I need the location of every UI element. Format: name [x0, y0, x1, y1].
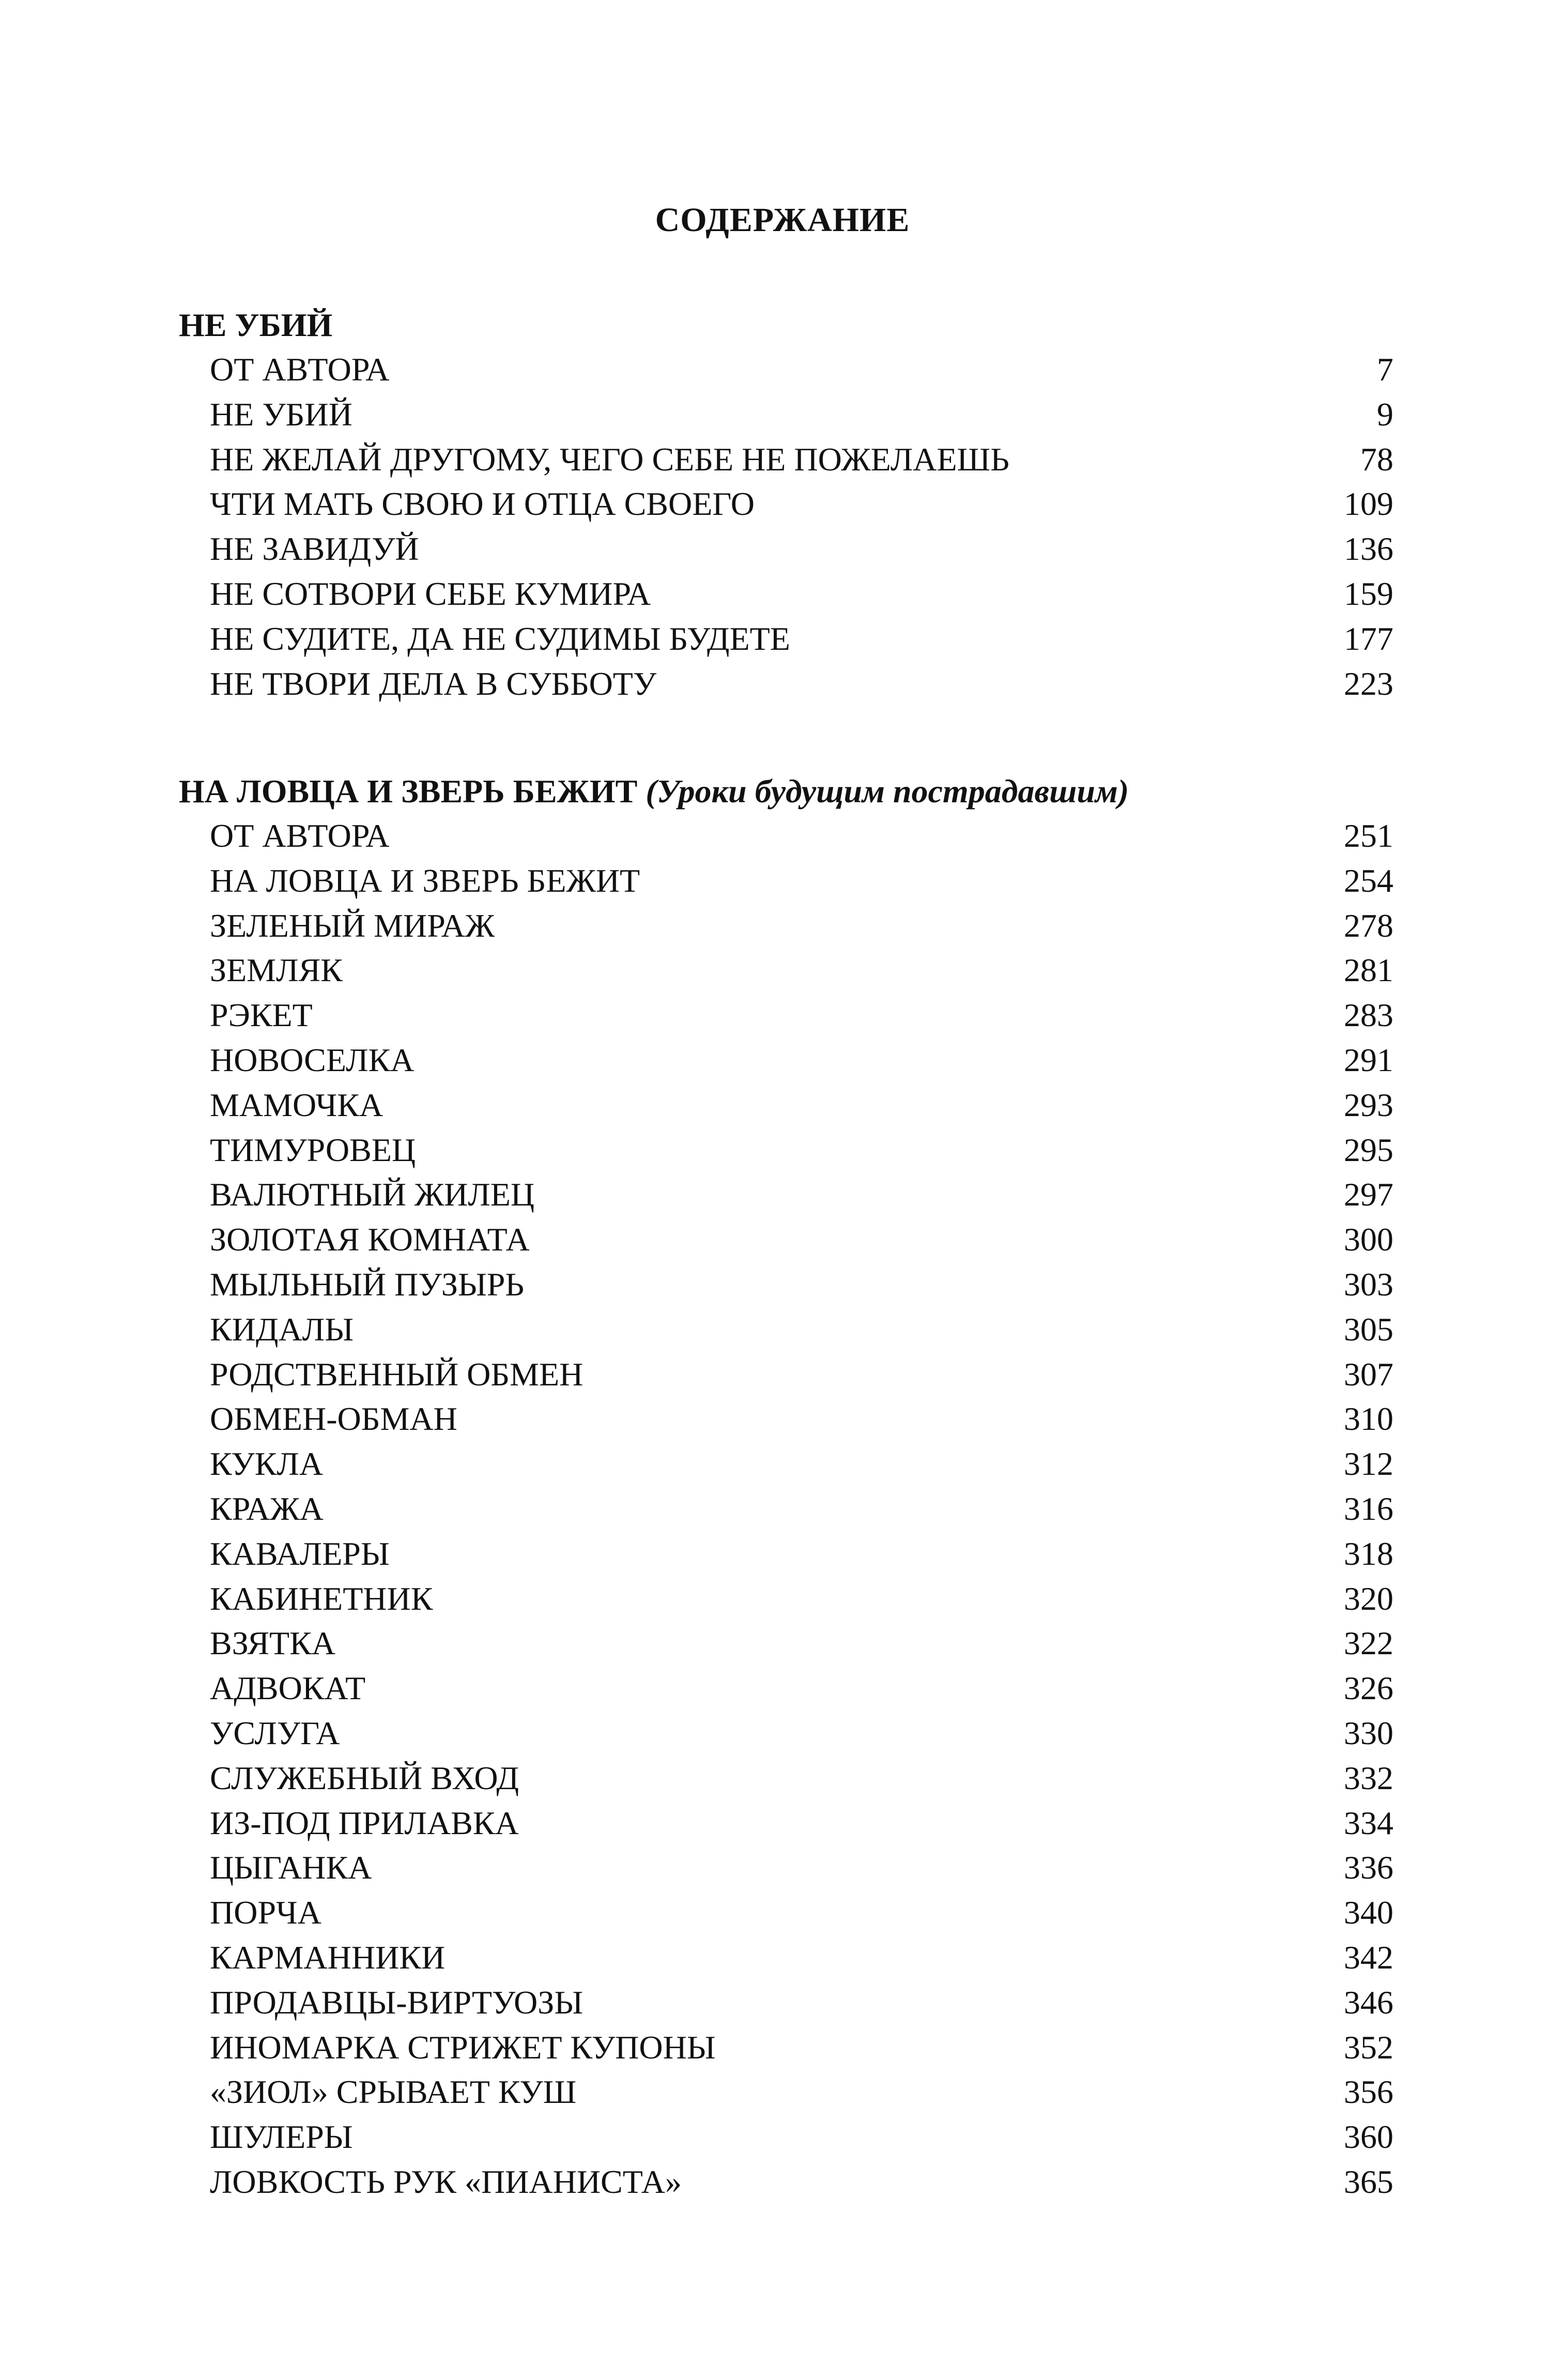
toc-entry-title: ОТ АВТОРА	[210, 817, 390, 854]
toc-entry	[179, 572, 1393, 617]
toc-entry-page-number: 307	[1344, 1355, 1393, 1393]
toc-entry-title: КУКЛА	[210, 1445, 324, 1483]
toc-entry-title: ИНОМАРКА СТРИЖЕТ КУПОНЫ	[210, 2028, 716, 2066]
toc-entry-title: КАБИНЕТНИК	[210, 1580, 433, 1617]
toc-entry-title: РЭКЕТ	[210, 997, 313, 1034]
toc-entry-title: ЗЕМЛЯК	[210, 952, 343, 989]
toc-entry-page-number: 332	[1344, 1759, 1393, 1796]
toc-entry-title: КАВАЛЕРЫ	[210, 1535, 390, 1572]
section-heading-text: НА ЛОВЦА И ЗВЕРЬ БЕЖИТ	[179, 773, 638, 810]
toc-entry-title: НЕ СОТВОРИ СЕБЕ КУМИРА	[210, 575, 651, 612]
toc-entry-title: ШУЛЕРЫ	[210, 2118, 353, 2156]
toc-entry	[179, 814, 1393, 859]
toc-entry-page-number: 9	[1377, 395, 1393, 433]
toc-entry-title: РОДСТВЕННЫЙ ОБМЕН	[210, 1355, 584, 1393]
toc-entry-title: КИДАЛЫ	[210, 1310, 354, 1348]
toc-entry	[179, 993, 1393, 1038]
toc-entry-title: ВЗЯТКА	[210, 1625, 335, 1662]
section-heading	[179, 303, 1393, 347]
toc-entry-title: УСЛУГА	[210, 1714, 340, 1751]
toc-entry	[179, 1666, 1393, 1711]
toc-entry	[179, 2115, 1393, 2160]
toc-entry-page-number: 330	[1344, 1714, 1393, 1751]
toc-entry-page-number: 365	[1344, 2163, 1393, 2200]
toc-entry-list	[179, 347, 1393, 706]
toc-entry	[179, 1262, 1393, 1307]
toc-entry	[179, 948, 1393, 993]
section-heading-note: (Уроки будущим пострадавшим)	[646, 773, 1129, 810]
toc-entry	[179, 904, 1393, 949]
toc-entry	[179, 1397, 1393, 1442]
toc-entry	[179, 1756, 1393, 1801]
toc-entry	[179, 2025, 1393, 2070]
toc-entry-page-number: 310	[1344, 1400, 1393, 1438]
toc-entry-page-number: 300	[1344, 1221, 1393, 1258]
toc-entry	[179, 1935, 1393, 1980]
toc-entry-title: ТИМУРОВЕЦ	[210, 1131, 416, 1168]
toc-entry	[179, 2160, 1393, 2205]
toc-entry	[179, 1801, 1393, 1846]
toc-entry	[179, 1621, 1393, 1666]
toc-entry	[179, 527, 1393, 572]
toc-entry-list	[179, 814, 1393, 2205]
toc-entry	[179, 1980, 1393, 2025]
toc-entry-page-number: 177	[1344, 620, 1393, 657]
toc-entry	[179, 1532, 1393, 1577]
toc-entry-page-number: 291	[1344, 1041, 1393, 1078]
toc-entry	[179, 437, 1393, 482]
toc-entry-title: ЦЫГАНКА	[210, 1849, 372, 1886]
toc-entry-title: ЗЕЛЕНЫЙ МИРАЖ	[210, 907, 495, 944]
toc-entry-page-number: 278	[1344, 907, 1393, 944]
toc-entry-page-number: 7	[1377, 351, 1393, 388]
toc-entry-title: НЕ УБИЙ	[210, 395, 352, 433]
toc-entry	[179, 1217, 1393, 1262]
toc-entry-page-number: 320	[1344, 1580, 1393, 1617]
toc-entry	[179, 859, 1393, 904]
toc-entry-title: ИЗ-ПОД ПРИЛАВКА	[210, 1804, 519, 1841]
toc-entry-title: НЕ СУДИТЕ, ДА НЕ СУДИМЫ БУДЕТЕ	[210, 620, 790, 657]
toc-entry-page-number: 305	[1344, 1310, 1393, 1348]
toc-entry	[179, 1890, 1393, 1935]
toc-entry-title: ПРОДАВЦЫ-ВИРТУОЗЫ	[210, 1984, 584, 2021]
toc-entry	[179, 1038, 1393, 1083]
toc-entry-page-number: 356	[1344, 2073, 1393, 2111]
toc-entry	[179, 1845, 1393, 1890]
toc-entry-page-number: 334	[1344, 1804, 1393, 1841]
toc-entry-page-number: 316	[1344, 1490, 1393, 1527]
section-heading	[179, 769, 1393, 814]
toc-entry-title: ВАЛЮТНЫЙ ЖИЛЕЦ	[210, 1176, 535, 1213]
toc-entry-page-number: 295	[1344, 1131, 1393, 1168]
toc-entry-title: НЕ ЗАВИДУЙ	[210, 530, 419, 568]
toc-entry	[179, 1128, 1393, 1173]
toc-entry-title: ОТ АВТОРА	[210, 351, 390, 388]
toc-entry-page-number: 322	[1344, 1625, 1393, 1662]
toc-entry-title: КАРМАННИКИ	[210, 1939, 446, 1976]
toc-entry	[179, 1083, 1393, 1128]
toc-entry-title: ЛОВКОСТЬ РУК «ПИАНИСТА»	[210, 2163, 682, 2200]
toc-section	[179, 303, 1393, 706]
toc-entry-page-number: 109	[1344, 485, 1393, 523]
toc-entry-page-number: 336	[1344, 1849, 1393, 1886]
section-heading-text: НЕ УБИЙ	[179, 307, 333, 343]
toc-entry-page-number: 297	[1344, 1176, 1393, 1213]
toc-entry	[179, 2070, 1393, 2115]
toc-entry	[179, 617, 1393, 662]
toc-entry-title: ОБМЕН-ОБМАН	[210, 1400, 457, 1438]
toc-entry-title: «ЗИОЛ» СРЫВАЕТ КУШ	[210, 2073, 577, 2111]
toc-entry-page-number: 223	[1344, 665, 1393, 702]
toc-entry-page-number: 340	[1344, 1894, 1393, 1931]
toc-entry-page-number: 78	[1360, 440, 1393, 478]
toc-entry-page-number: 293	[1344, 1086, 1393, 1123]
toc-section	[179, 769, 1393, 2205]
toc-entry-title: НЕ ТВОРИ ДЕЛА В СУББОТУ	[210, 665, 657, 702]
toc-entry-page-number: 159	[1344, 575, 1393, 612]
toc-entry-page-number: 303	[1344, 1265, 1393, 1303]
toc-entry	[179, 1711, 1393, 1756]
toc-entry-page-number: 360	[1344, 2118, 1393, 2156]
toc-entry	[179, 1442, 1393, 1487]
toc-entry-title: НЕ ЖЕЛАЙ ДРУГОМУ, ЧЕГО СЕБЕ НЕ ПОЖЕЛАЕШЬ	[210, 440, 1009, 478]
toc-entry	[179, 662, 1393, 707]
toc-entry	[179, 482, 1393, 527]
toc-entry-title: АДВОКАТ	[210, 1670, 366, 1707]
toc-entry-page-number: 346	[1344, 1984, 1393, 2021]
toc-entry	[179, 347, 1393, 392]
toc-entry-page-number: 136	[1344, 530, 1393, 568]
toc-entry-page-number: 254	[1344, 862, 1393, 899]
toc-entry-page-number: 283	[1344, 997, 1393, 1034]
page-title: СОДЕРЖАНИЕ	[655, 201, 910, 239]
toc-entry-page-number: 342	[1344, 1939, 1393, 1976]
toc-entry-page-number: 312	[1344, 1445, 1393, 1483]
toc-entry-title: НА ЛОВЦА И ЗВЕРЬ БЕЖИТ	[210, 862, 640, 899]
toc-entry-title: ЧТИ МАТЬ СВОЮ И ОТЦА СВОЕГО	[210, 485, 755, 523]
toc-entry-page-number: 318	[1344, 1535, 1393, 1572]
toc-entry-page-number: 326	[1344, 1670, 1393, 1707]
toc-entry-page-number: 251	[1344, 817, 1393, 854]
toc-entry	[179, 1352, 1393, 1397]
toc-entry	[179, 1172, 1393, 1217]
toc-entry	[179, 1577, 1393, 1622]
toc-entry-title: МАМОЧКА	[210, 1086, 383, 1123]
toc-entry	[179, 1487, 1393, 1532]
toc-entry-title: МЫЛЬНЫЙ ПУЗЫРЬ	[210, 1265, 525, 1303]
toc-entry	[179, 1307, 1393, 1352]
toc-entry-page-number: 281	[1344, 952, 1393, 989]
toc-entry-title: КРАЖА	[210, 1490, 324, 1527]
toc-entry	[179, 392, 1393, 437]
toc-entry-title: ПОРЧА	[210, 1894, 321, 1931]
toc-entry-title: ЗОЛОТАЯ КОМНАТА	[210, 1221, 530, 1258]
toc-entry-page-number: 352	[1344, 2028, 1393, 2066]
toc-entry-title: НОВОСЕЛКА	[210, 1041, 415, 1078]
toc-entry-title: СЛУЖЕБНЫЙ ВХОД	[210, 1759, 519, 1796]
